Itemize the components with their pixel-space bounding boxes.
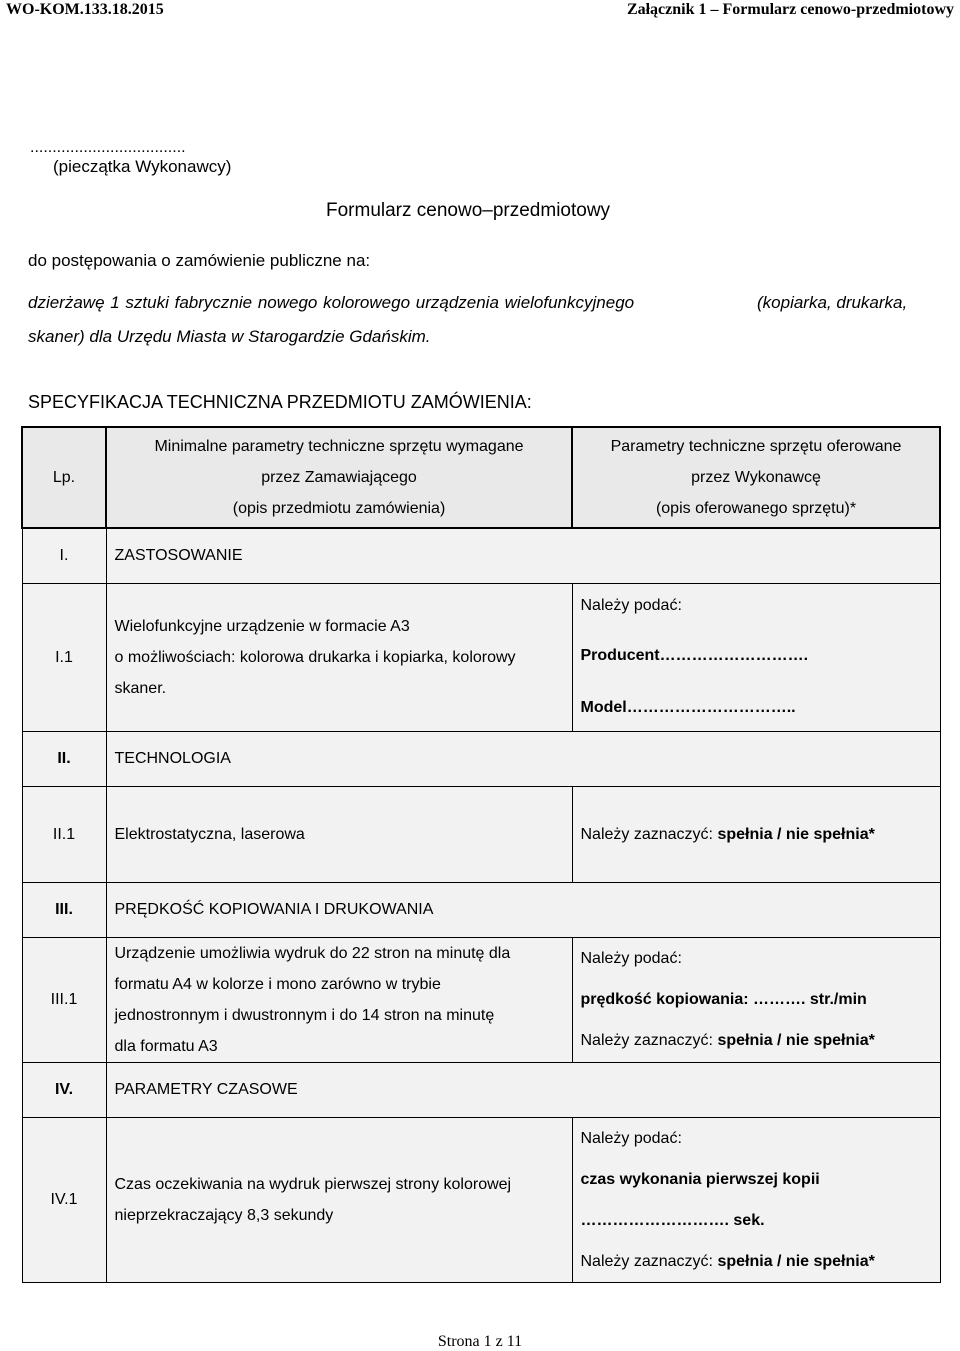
table-row [22, 583, 940, 731]
stamp-dotted-line: ................................... [30, 139, 186, 156]
offer-instruction: Należy zaznaczyć: [580, 825, 713, 843]
compliance-choice[interactable]: spełnia / nie spełnia* [717, 825, 875, 843]
row-number: I.1 [22, 583, 106, 731]
header-required-line: Minimalne parametry techniczne sprzętu wymagane [154, 438, 524, 455]
description-line: skaner. [114, 679, 167, 697]
first-copy-time-field[interactable]: ………………………. sek. [580, 1211, 765, 1229]
offered-fields [572, 786, 940, 882]
row-number: IV.1 [22, 1117, 106, 1282]
header-offered-params [572, 427, 940, 528]
header-lp: Lp. [22, 427, 106, 528]
proceeding-text: do postępowania o zamówienie publiczne na: [28, 251, 371, 270]
section-row [22, 528, 940, 583]
offer-instruction: Należy zaznaczyć: [580, 1252, 713, 1270]
required-description [106, 583, 572, 731]
subject-line-1: dzierżawę 1 sztuki fabrycznie nowego kolorowego urządzenia wielofunkcyjnego [28, 293, 635, 312]
required-description [106, 937, 572, 1062]
header-offered-line: Parametry techniczne sprzętu oferowane [610, 438, 902, 455]
required-description [106, 1117, 572, 1282]
offer-instruction: Należy podać: [580, 597, 682, 614]
description-line: jednostronnym i dwustronnym i do 14 stron na minutę [114, 1006, 495, 1024]
subject-line-2: skaner) dla Urzędu Miasta w Starogardzie Gdańskim. [28, 327, 431, 346]
header-required-params [106, 427, 572, 528]
offered-fields [572, 583, 940, 731]
description-line: nieprzekraczający 8,3 sekundy [114, 1206, 334, 1224]
offer-instruction: Należy zaznaczyć: [580, 1032, 713, 1049]
header-required-line: (opis przedmiotu zamówienia) [232, 500, 446, 517]
table-row [22, 786, 940, 882]
header-offered-line: przez Wykonawcę [691, 469, 821, 486]
description-line: Urządzenie umożliwia wydruk do 22 stron na minutę dla [114, 944, 511, 962]
table-row [22, 937, 940, 1062]
document-reference: WO-KOM.133.18.2015 [6, 1, 164, 18]
section-title: ZASTOSOWANIE [106, 528, 940, 583]
header-required-line: przez Zamawiającego [261, 469, 417, 486]
compliance-choice[interactable]: spełnia / nie spełnia* [717, 1252, 875, 1270]
row-number: III.1 [22, 937, 106, 1062]
offer-instruction: Należy podać: [580, 950, 682, 967]
copy-speed-field[interactable]: prędkość kopiowania: ………. str./min [580, 991, 867, 1008]
form-title: Formularz cenowo–przedmiotowy [326, 200, 611, 221]
page-number: Strona 1 z 11 [437, 1333, 523, 1350]
section-row [22, 1062, 940, 1117]
description-line: formatu A4 w kolorze i mono zarówno w trybie [114, 975, 441, 993]
row-number: II.1 [22, 786, 106, 882]
offered-fields [572, 1117, 940, 1282]
description-line: dla formatu A3 [114, 1037, 218, 1055]
required-description: Elektrostatyczna, laserowa [106, 786, 572, 882]
table-row [22, 1117, 940, 1282]
section-title: PRĘDKOŚĆ KOPIOWANIA I DRUKOWANIA [106, 882, 940, 937]
offer-instruction: Należy podać: [580, 1129, 682, 1147]
section-number: II. [22, 731, 106, 786]
subject-line-1-end: (kopiarka, drukarka, [757, 293, 908, 312]
header-offered-line: (opis oferowanego sprzętu)* [655, 500, 857, 517]
compliance-choice[interactable]: spełnia / nie spełnia* [717, 1032, 875, 1049]
section-number: I. [22, 528, 106, 583]
section-title: TECHNOLOGIA [106, 731, 940, 786]
specification-heading: SPECYFIKACJA TECHNICZNA PRZEDMIOTU ZAMÓWIENIA: [28, 392, 532, 412]
stamp-label: (pieczątka Wykonawcy) [53, 157, 232, 176]
table-header-row [22, 427, 940, 528]
model-field[interactable]: Model………………………….. [580, 699, 796, 716]
description-line: Wielofunkcyjne urządzenie w formacie A3 [114, 617, 410, 635]
description-line: o możliwościach: kolorowa drukarka i kopiarka, kolorowy [114, 648, 516, 666]
section-row [22, 882, 940, 937]
compliance-line [581, 1241, 932, 1282]
section-row [22, 731, 940, 786]
description-line: Czas oczekiwania na wydruk pierwszej strony kolorowej [114, 1175, 512, 1193]
first-copy-time-label: czas wykonania pierwszej kopii [580, 1170, 820, 1188]
section-title: PARAMETRY CZASOWE [106, 1062, 940, 1117]
compliance-line [581, 1020, 932, 1061]
producent-field[interactable]: Producent………………………. [580, 647, 809, 664]
attachment-title: Załącznik 1 – Formularz cenowo-przedmiotowy [626, 1, 954, 18]
section-number: III. [22, 882, 106, 937]
section-number: IV. [22, 1062, 106, 1117]
specification-table [21, 426, 941, 1283]
offered-fields [572, 937, 940, 1062]
